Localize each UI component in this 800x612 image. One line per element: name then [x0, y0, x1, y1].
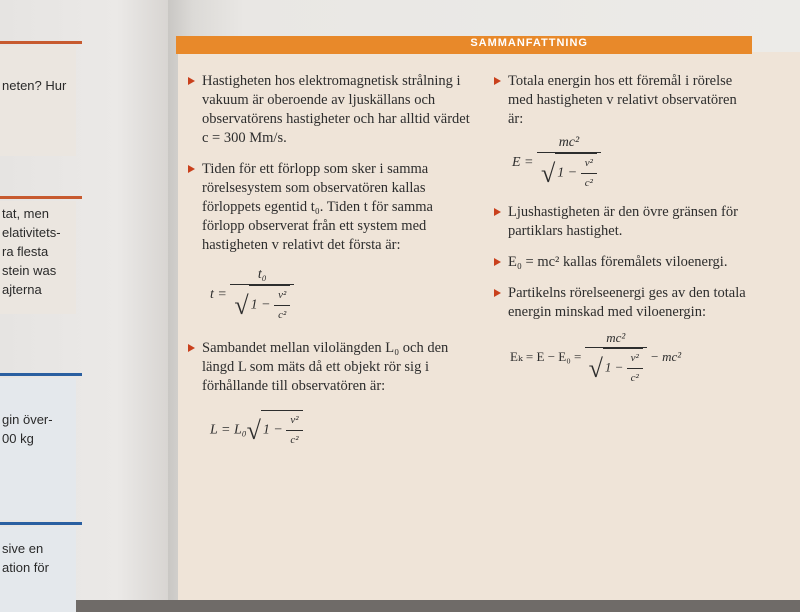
left-line: elativitets- — [2, 225, 61, 240]
formula-fraction — [585, 328, 647, 388]
formula-fraction — [537, 133, 601, 193]
left-line: ation för — [2, 560, 49, 575]
left-box-4 — [0, 527, 76, 612]
sqrt-icon: √ — [234, 291, 249, 320]
left-box-3 — [0, 378, 76, 520]
bullet-item — [188, 339, 478, 396]
formula-numerator: t₀ — [230, 265, 294, 285]
triangle-bullet-icon — [494, 289, 501, 297]
v2: v² — [627, 349, 643, 369]
bullet-item — [188, 72, 478, 148]
left-line: neten? Hur — [2, 78, 67, 93]
left-line: 00 kg — [2, 431, 34, 446]
bullet-text: Hastigheten hos elektromagnetisk strålning i vakuum är oberoende av ljuskällans och observatörens hastigheter och har alltid värdet c = 300 Mm/s. — [202, 73, 470, 146]
one-minus: 1 − — [604, 359, 624, 375]
bullet-text: Ljushastigheten är den övre gränsen för partiklars hastighet. — [508, 204, 738, 239]
time-dilation-formula — [210, 265, 478, 325]
v2-over-c2 — [581, 154, 597, 193]
left-box-2 — [0, 201, 76, 314]
left-line: ra flesta — [2, 244, 49, 259]
left-rule-4 — [0, 522, 82, 525]
bullet-text: E₀ = mc² kallas föremålets viloenergi. — [508, 254, 728, 270]
bullet-text: Partikelns rörelseenergi ges av den totala energin minskad med viloenergin: — [508, 285, 746, 320]
sqrt-body — [261, 410, 303, 450]
kinetic-energy-formula — [510, 328, 754, 388]
left-rule-1 — [0, 41, 82, 44]
bullet-item — [188, 160, 478, 255]
left-rule-2 — [0, 196, 82, 199]
formula-fraction — [230, 265, 294, 325]
bullet-text: Tiden för ett förlopp som sker i samma rörelsesystem som observatören kallas förloppets egentid t₀. Tiden t för samma förlopp observerat från ett system med hastigheten v relativt det första är: — [202, 161, 433, 253]
sqrt-body — [249, 285, 291, 325]
v2: v² — [581, 154, 597, 174]
v2: v² — [286, 411, 302, 431]
summary-column-2 — [494, 72, 754, 388]
left-rule-3 — [0, 373, 82, 376]
bullet-text: Sambandet mellan vilolängden L₀ och den längd L som mäts då ett objekt rör sig i förhållande till observatören är: — [202, 340, 449, 394]
formula-lhs: L = L₀ — [210, 422, 247, 438]
formula-tail: − mc² — [650, 348, 682, 364]
v2: v² — [274, 286, 290, 306]
triangle-bullet-icon — [494, 77, 501, 85]
bullet-item — [494, 72, 754, 129]
triangle-bullet-icon — [494, 258, 501, 266]
sqrt-body — [603, 348, 643, 388]
c2: c² — [584, 177, 593, 189]
formula-denominator — [585, 348, 647, 388]
sqrt-body — [555, 153, 597, 193]
left-page — [0, 0, 168, 600]
bullet-item — [494, 203, 754, 241]
left-line: sive en — [2, 541, 44, 556]
formula-lhs: t = — [210, 287, 227, 303]
summary-column-1 — [188, 72, 478, 450]
v2-over-c2 — [274, 286, 290, 325]
sqrt-icon: √ — [588, 354, 603, 383]
one-minus: 1 − — [557, 165, 578, 181]
total-energy-formula — [512, 133, 754, 193]
triangle-bullet-icon — [188, 77, 195, 85]
summary-header-bar — [176, 36, 752, 54]
sqrt-icon: √ — [246, 416, 261, 445]
triangle-bullet-icon — [494, 208, 501, 216]
left-box-1 — [0, 46, 76, 156]
v2-over-c2 — [286, 411, 302, 450]
sqrt-icon: √ — [541, 159, 556, 188]
one-minus: 1 − — [262, 422, 283, 438]
formula-numerator: mc² — [537, 133, 601, 153]
left-line: tat, men — [2, 206, 49, 221]
triangle-bullet-icon — [188, 344, 195, 352]
c2: c² — [630, 372, 639, 384]
triangle-bullet-icon — [188, 165, 195, 173]
one-minus: 1 − — [250, 297, 271, 313]
summary-title: SAMMANFATTNING — [470, 37, 588, 49]
formula-lhs: Eₖ = E − E₀ = — [510, 348, 582, 364]
formula-denominator — [537, 153, 601, 193]
left-line: ajterna — [2, 282, 42, 297]
formula-lhs: E = — [512, 155, 534, 171]
bullet-text: Totala energin hos ett föremål i rörelse med hastigheten v relativt observatören är: — [508, 73, 737, 127]
c2: c² — [278, 309, 287, 321]
formula-numerator: mc² — [585, 328, 647, 348]
length-contraction-formula — [210, 410, 478, 450]
left-line: gin över- — [2, 412, 53, 427]
bullet-item — [494, 284, 754, 322]
v2-over-c2 — [627, 349, 643, 388]
c2: c² — [290, 434, 299, 446]
bullet-item — [494, 253, 754, 272]
left-line: stein was — [2, 263, 57, 278]
formula-denominator — [230, 285, 294, 325]
